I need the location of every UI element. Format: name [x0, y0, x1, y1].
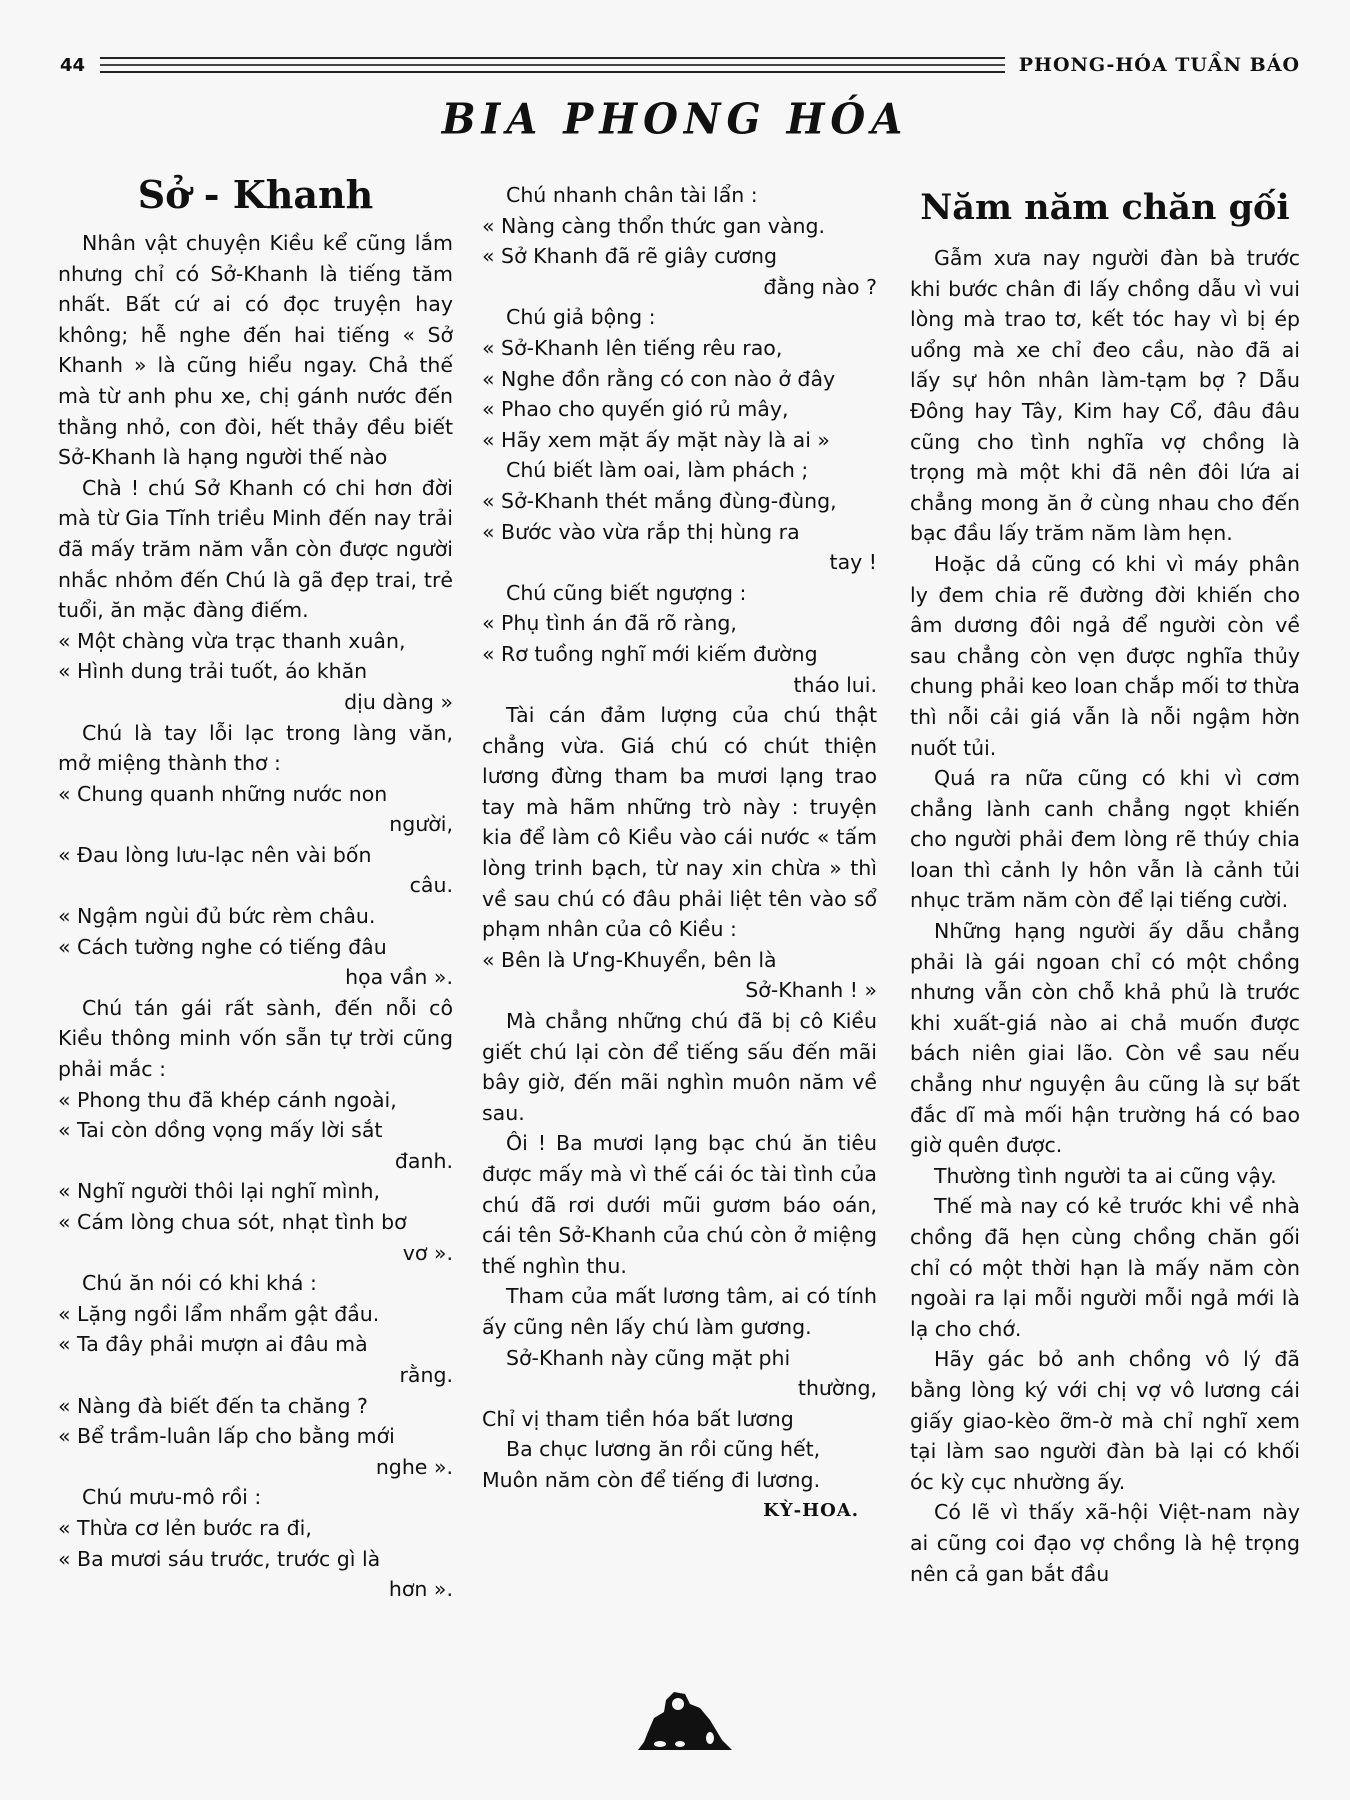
- verse-line: « Nghe đồn rằng có con nào ở đây: [482, 366, 836, 391]
- column-so-khanh: [58, 170, 453, 1605]
- paragraph: Chà ! chú Sở Khanh có chi hơn đời mà từ Gia Tĩnh triều Minh đến nay trải đã mấy trăm năm vẫn còn được người nhắc nhỏm đến Chú là gã đẹp trai, trẻ tuổi, ăn mặc đàng điếm.: [58, 475, 453, 623]
- verse-line: « Cám lòng chua sót, nhạt tình bơ: [58, 1210, 407, 1234]
- verse-line: « Sở Khanh đã rẽ giây cương: [482, 244, 778, 269]
- author-signature: KỲ-HOA.: [763, 1499, 859, 1521]
- page-number: 44: [60, 54, 86, 76]
- paragraph: Chú biết làm oai, làm phách ;: [506, 458, 809, 483]
- verse-line: Chỉ vị tham tiền hóa bất lương: [482, 1406, 794, 1431]
- verse-line-continuation: tháo lui.: [793, 672, 877, 697]
- verse-line: « Tai còn dồng vọng mấy lời sắt: [58, 1118, 383, 1143]
- paragraph: Chú cũng biết ngượng :: [506, 580, 747, 605]
- column-so-khanh-continued: [482, 180, 877, 1526]
- paragraph: Những hạng người ấy dẫu chẳng phải là gái ngoan chỉ có một chồng nhưng vẫn còn chỗ khả phủ là trước khi xuất-giá nào ai chả muốn được bách niên giai lão. Còn về sau nếu chẳng như nguyện âu cũng là sự bất đắc dĩ mà mối hận trường há có bao giờ quên được.: [910, 919, 1300, 1158]
- paragraph: Ôi ! Ba mươi lạng bạc chú ăn tiêu được mấy mà vì thế cái óc tài tình của chú đã rơi dưới mũi gươm báo oán, cái tên Sở-Khanh của chú còn ở miệng thế nghìn thu.: [482, 1131, 877, 1278]
- paragraph: Tham của mất lương tâm, ai có tính ấy cũng nên lấy chú làm gương.: [482, 1284, 877, 1339]
- verse-line-continuation: hơn ».: [388, 1577, 453, 1602]
- phong-hoa-emblem-icon: [630, 1686, 740, 1756]
- verse-line: « Phong thu đã khép cánh ngoài,: [58, 1087, 397, 1112]
- verse-line-continuation: nghe ».: [375, 1454, 453, 1479]
- verse-line: « Ba mươi sáu trước, trước gì là: [58, 1546, 381, 1571]
- verse-line: « Bên là Ưng-Khuyển, bên là: [482, 947, 777, 972]
- verse-line: « Hình dung trải tuốt, áo khăn: [58, 659, 368, 684]
- article-title: Năm năm chăn gối: [920, 187, 1290, 228]
- verse-line-continuation: tay !: [829, 550, 877, 575]
- verse-line: « Hãy xem mặt ấy mặt này là ai »: [482, 427, 830, 452]
- article-body: [482, 180, 877, 1526]
- paragraph: Chú giả bộng :: [506, 305, 656, 330]
- verse-line-continuation: người,: [389, 812, 453, 837]
- paragraph: Tài cán đảm lượng của chú thật chẳng vừa. Giá chú có chút thiện lương đừng tham ba mươi lạng trao tay mà hãm những trò này : truyện kia để làm cô Kiều vào cái nước « tấm lòng trinh bạch, từ nay xin chừa » thì về sau chú có đâu phải liệt tên vào sổ phạm nhân của cô Kiều :: [482, 703, 877, 942]
- verse-line-continuation: dịu dàng »: [344, 689, 453, 714]
- verse-line: « Phao cho quyến gió rủ mây,: [482, 397, 789, 422]
- paragraph: Chú nhanh chân tài lẩn :: [506, 183, 758, 207]
- verse-line: « Một chàng vừa trạc thanh xuân,: [58, 628, 406, 653]
- paragraph: Hoặc dả cũng có khi vì máy phân ly đem chia rẽ đường đời khiến cho âm dương đôi ngả để người còn về sau chẳng còn vẹn được nghĩa thủy chung phải keo loan chắp mối tơ thừa thì nỗi cải giá vẫn là nỗi ngậm hờn nuốt tủi.: [910, 551, 1300, 760]
- paragraph: Chú mưu-mô rồi :: [82, 1485, 262, 1510]
- verse-line-continuation: thường,: [797, 1376, 877, 1401]
- verse-line: « Chung quanh những nước non: [58, 781, 388, 806]
- verse-line: « Đau lòng lưu-lạc nên vài bốn: [58, 842, 372, 867]
- article-title: Sở - Khanh: [137, 172, 374, 217]
- verse-line-continuation: họa vần ».: [345, 965, 453, 990]
- verse-line-continuation: đanh.: [394, 1148, 453, 1173]
- verse-line: « Ngậm ngùi đủ bức rèm châu.: [58, 904, 376, 929]
- article-body: [910, 243, 1300, 1589]
- article-body: [58, 228, 453, 1605]
- verse-line: « Bước vào vừa rắp thị hùng ra: [482, 519, 800, 544]
- verse-line-continuation: đằng nào ?: [763, 274, 877, 299]
- paragraph: Quá ra nữa cũng có khi vì cơm chẳng lành canh chẳng ngọt khiến cho người phải đem lòng rẽ thúy chia loan thì cảnh ly hôn vẫn là cảnh tủi nhục trăm năm còn để lại tiếng cười.: [910, 766, 1300, 913]
- paragraph: Chú tán gái rất sành, đến nỗi cô Kiều thông minh vốn sẵn tự trời cũng phải mắc :: [58, 995, 453, 1082]
- paragraph: Ba chục lương ăn rồi cũng hết,: [506, 1437, 821, 1462]
- verse-line-continuation: vơ ».: [402, 1240, 453, 1265]
- verse-line: « Rơ tuồng nghĩ mới kiếm đường: [482, 641, 818, 666]
- paragraph: Thường tình người ta ai cũng vậy.: [934, 1163, 1277, 1188]
- verse-line: « Cách tường nghe có tiếng đâu: [58, 934, 387, 959]
- verse-line: « Nàng đà biết đến ta chăng ?: [58, 1393, 368, 1418]
- verse-line: « Lặng ngồi lẩm nhẩm gật đầu.: [58, 1301, 380, 1326]
- verse-line: « Nghĩ người thôi lại nghĩ mình,: [58, 1179, 380, 1204]
- verse-line: « Sở-Khanh thét mắng đùng-đùng,: [482, 488, 837, 513]
- verse-line: Muôn năm còn để tiếng đi lương.: [482, 1467, 821, 1492]
- column-nam-nam-chan-goi: [910, 185, 1300, 1589]
- verse-line-continuation: rằng.: [399, 1362, 453, 1387]
- verse-line: « Thừa cơ lẻn bước ra đi,: [58, 1515, 312, 1540]
- paragraph: Sở-Khanh này cũng mặt phi: [506, 1345, 791, 1370]
- verse-line-continuation: câu.: [409, 873, 453, 898]
- masthead-rules: [100, 57, 1005, 73]
- verse-line: « Sở-Khanh lên tiếng rêu rao,: [482, 335, 783, 360]
- verse-line: « Phụ tình án đã rõ ràng,: [482, 611, 737, 636]
- paragraph: Nhân vật chuyện Kiều kể cũng lắm nhưng chỉ có Sở-Khanh là tiếng tăm nhất. Bất cứ ai có đọc truyện hay không; hễ nghe đến hai tiếng « Sở Khanh » là cũng hiểu ngay. Chả thế mà từ anh phu xe, chị gánh nước đến thằng nhỏ, con đòi, hết thảy đều biết Sở-Khanh là hạng người thế nào: [58, 231, 453, 470]
- verse-line: « Nàng càng thổn thức gan vàng.: [482, 213, 826, 238]
- verse-line: « Bể trầm-luân lấp cho bằng mới: [58, 1424, 395, 1449]
- paragraph: Hãy gác bỏ anh chồng vô lý đã bằng lòng ký với chị vợ vô lương cái giấy giao-kèo ỡm-ờ mà chỉ nghĩ xem tại làm sao người đàn bà lại có khối óc kỳ cục nhường ấy.: [910, 1347, 1300, 1494]
- verse-line: « Ta đây phải mượn ai đâu mà: [58, 1332, 368, 1357]
- section-title: BIA PHONG HÓA: [441, 94, 909, 145]
- paragraph: Có lẽ vì thấy xã-hội Việt-nam này ai cũng coi đạo vợ chồng là hệ trọng nên cả gan bắt đầu: [910, 1500, 1300, 1586]
- paragraph: Mà chẳng những chú đã bị cô Kiều giết chú lại còn để tiếng sấu đến mãi bây giờ, đến mãi nghìn muôn năm về sau.: [482, 1009, 877, 1125]
- masthead: [60, 52, 1300, 78]
- paragraph: Gẫm xưa nay người đàn bà trước khi bước chân đi lấy chồng dẫu vì vui lòng mà trao tơ, kết tóc hay vì bị ép uổng mà xe chỉ đeo cầu, nào đã ai lấy sự hôn nhân làm-tạm bợ ? Dẫu Đông hay Tây, Kim hay Cổ, đâu đâu cũng cho tình nghĩa vợ chồng là trọng mà một khi đã nên đôi lứa ai chẳng mong ăn ở cùng nhau cho đến bạc đầu lấy trăm năm làm hẹn.: [910, 246, 1300, 546]
- paragraph: Chú là tay lỗi lạc trong làng văn, mở miệng thành thơ :: [58, 720, 453, 776]
- paragraph: Thế mà nay có kẻ trước khi về nhà chồng đã hẹn cùng chồng chăn gối chỉ có một thời hạn là mấy năm còn ngoài ra lại mỗi người mỗi ngả mới là lạ cho chớ.: [910, 1194, 1300, 1341]
- paragraph: Chú ăn nói có khi khá :: [82, 1271, 317, 1296]
- verse-line-continuation: Sở-Khanh ! »: [745, 978, 877, 1003]
- paper-name: PHONG-HÓA TUẦN BÁO: [1018, 54, 1300, 76]
